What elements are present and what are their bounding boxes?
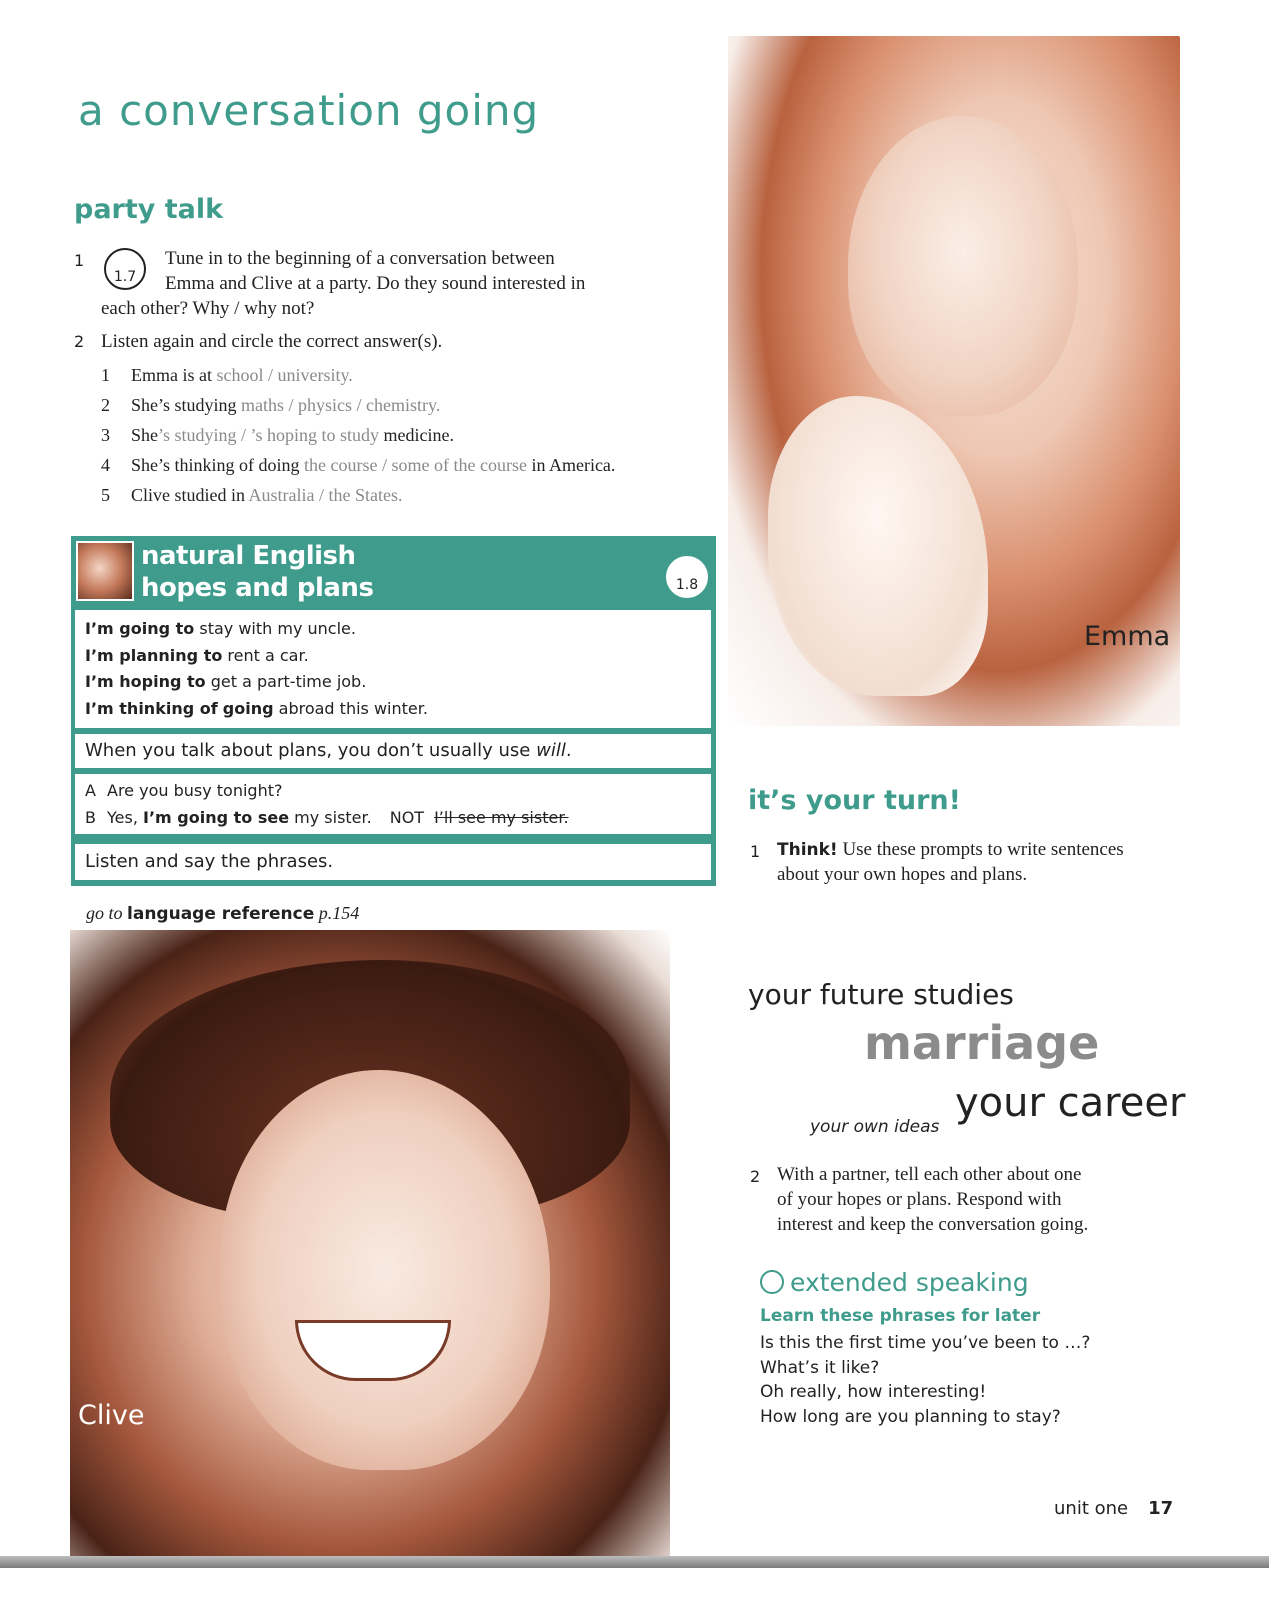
page-footer	[1054, 1498, 1173, 1519]
emma-face	[848, 116, 1078, 416]
section-heading-extended-speaking	[760, 1268, 1029, 1297]
exercise-2-text: Listen again and circle the correct answer(s).	[101, 331, 443, 352]
language-reference-link[interactable]	[86, 903, 359, 924]
item-number: 5	[101, 485, 110, 505]
example-rest: abroad this winter.	[273, 698, 428, 718]
speaker-label: B	[85, 807, 96, 827]
natural-english-box	[71, 536, 716, 886]
goto-prefix: go to	[86, 903, 128, 923]
dialogue-text: Yes,	[107, 807, 143, 827]
page-edge	[0, 1556, 1269, 1568]
turn-exercise-2-line-b: of your hopes or plans. Respond with	[777, 1189, 1062, 1210]
example-line	[85, 616, 701, 643]
page-number: 17	[1148, 1498, 1174, 1519]
speaker-label: A	[85, 781, 96, 800]
usage-note-end: .	[565, 740, 572, 761]
example-phrase: I’m planning to	[85, 645, 223, 665]
dialogue-text: Are you busy tonight?	[107, 781, 283, 800]
phrase-item: Is this the first time you’ve been to …?	[760, 1333, 1091, 1353]
usage-note-emphasis: will	[536, 740, 566, 761]
item-text: She’s thinking of doing	[131, 455, 305, 475]
exercise-2	[74, 329, 442, 354]
phrase-item: What’s it like?	[760, 1357, 880, 1378]
speaking-icon	[760, 1270, 784, 1294]
page-title: a conversation going	[78, 86, 540, 135]
answer-list	[101, 360, 721, 510]
item-number: 2	[101, 395, 110, 415]
goto-page: p.154	[314, 903, 360, 923]
natural-english-heading	[141, 540, 373, 604]
item-number: 3	[101, 425, 110, 445]
example-phrase: I’m thinking of	[85, 698, 218, 718]
item-options[interactable]: school / university.	[216, 365, 353, 385]
exercise-number: 2	[74, 332, 85, 351]
item-text-end: medicine.	[379, 425, 455, 445]
item-number: 1	[101, 365, 110, 385]
example-phrase: I’m hoping to	[85, 672, 206, 691]
natural-english-title: natural English	[141, 541, 356, 571]
list-item	[101, 420, 721, 450]
exercise-number: 1	[750, 842, 761, 861]
examples-panel	[75, 610, 711, 728]
cd-track-number: 1.7	[113, 269, 137, 285]
listen-instruction: Listen and say the phrases.	[75, 844, 711, 880]
turn-exercise-2-line-c: interest and keep the conversation going.	[777, 1214, 1089, 1235]
dialogue-text-end: my sister.	[289, 807, 372, 827]
example-line	[85, 643, 701, 670]
unit-label: unit one	[1054, 1498, 1129, 1519]
not-label: NOT	[389, 807, 425, 827]
item-text: She	[131, 425, 158, 445]
phrase-list	[760, 1331, 1090, 1430]
exercise-1-line-b: Emma and Clive at a party. Do they sound interested in	[165, 273, 586, 294]
exercise-number: 2	[750, 1167, 761, 1186]
phrase-item: Oh really, how interesting!	[760, 1382, 987, 1403]
prompt-studies: your future studies	[748, 978, 1014, 1011]
dialogue-panel	[75, 774, 711, 834]
item-text: Emma is at	[131, 365, 217, 385]
natural-english-logo	[76, 541, 134, 601]
example-rest: stay with my uncle.	[194, 619, 356, 638]
turn-text: Use these prompts to write sentences	[837, 839, 1124, 860]
list-item	[101, 450, 721, 480]
item-options[interactable]: ’s studying / ’s hoping to study	[158, 425, 380, 445]
dialogue-line-a	[85, 778, 701, 805]
dialogue-line-b	[85, 805, 701, 832]
clive-photo	[70, 930, 670, 1560]
item-options[interactable]: maths / physics / chemistry.	[241, 395, 441, 415]
example-rest: rent a car.	[222, 645, 309, 665]
cd-track-number: 1.8	[675, 577, 699, 593]
item-text: Clive studied in	[131, 485, 249, 505]
example-line	[85, 669, 701, 696]
extended-speaking-subheading: Learn these phrases for later	[760, 1306, 1041, 1326]
usage-note-text: When you talk about plans, you don’t usually use	[85, 740, 537, 761]
dialogue-phrase: I’m going to see	[143, 807, 290, 827]
cd-track-icon[interactable]	[104, 248, 146, 290]
exercise-number: 1	[74, 251, 85, 270]
emma-hand	[768, 396, 988, 696]
prompt-career: your career	[955, 1080, 1186, 1126]
example-phrase-2: going	[222, 698, 274, 718]
cd-track-icon[interactable]	[666, 556, 708, 598]
incorrect-example: I’ll see my sister.	[434, 807, 569, 827]
exercise-1-line-a: Tune in to the beginning of a conversation between	[165, 248, 555, 269]
exercise-1-line-c: each other? Why / why not?	[101, 298, 315, 319]
item-text-end: in America.	[526, 455, 616, 475]
list-item	[101, 360, 721, 390]
section-heading-party-talk: party talk	[74, 194, 224, 225]
turn-exercise-1-line-b: about your own hopes and plans.	[777, 864, 1028, 885]
example-line	[85, 696, 701, 723]
goto-target: language reference	[127, 904, 315, 924]
think-label: Think!	[777, 840, 838, 860]
item-text: She’s studying	[131, 395, 242, 415]
emma-label: Emma	[1084, 621, 1171, 652]
usage-note	[75, 734, 711, 768]
item-options[interactable]: Australia / the States.	[248, 485, 403, 505]
item-options[interactable]: the course / some of the course	[304, 455, 527, 475]
natural-english-topic: hopes and plans	[141, 573, 374, 603]
list-item	[101, 480, 721, 510]
emma-photo	[728, 36, 1180, 726]
example-phrase: I’m going to	[85, 619, 195, 638]
turn-exercise-1-line-a	[777, 837, 1124, 863]
turn-exercise-2-line-a: With a partner, tell each other about one	[777, 1164, 1082, 1185]
list-item	[101, 390, 721, 420]
clive-label: Clive	[78, 1400, 145, 1431]
prompt-own-ideas: your own ideas	[810, 1117, 940, 1137]
prompt-marriage: marriage	[864, 1016, 1100, 1070]
example-rest: get a part-time job.	[205, 672, 367, 691]
section-heading-your-turn: it’s your turn!	[748, 785, 961, 816]
phrase-item: How long are you planning to stay?	[760, 1407, 1061, 1428]
extended-speaking-title: extended speaking	[790, 1268, 1029, 1297]
item-number: 4	[101, 455, 110, 475]
